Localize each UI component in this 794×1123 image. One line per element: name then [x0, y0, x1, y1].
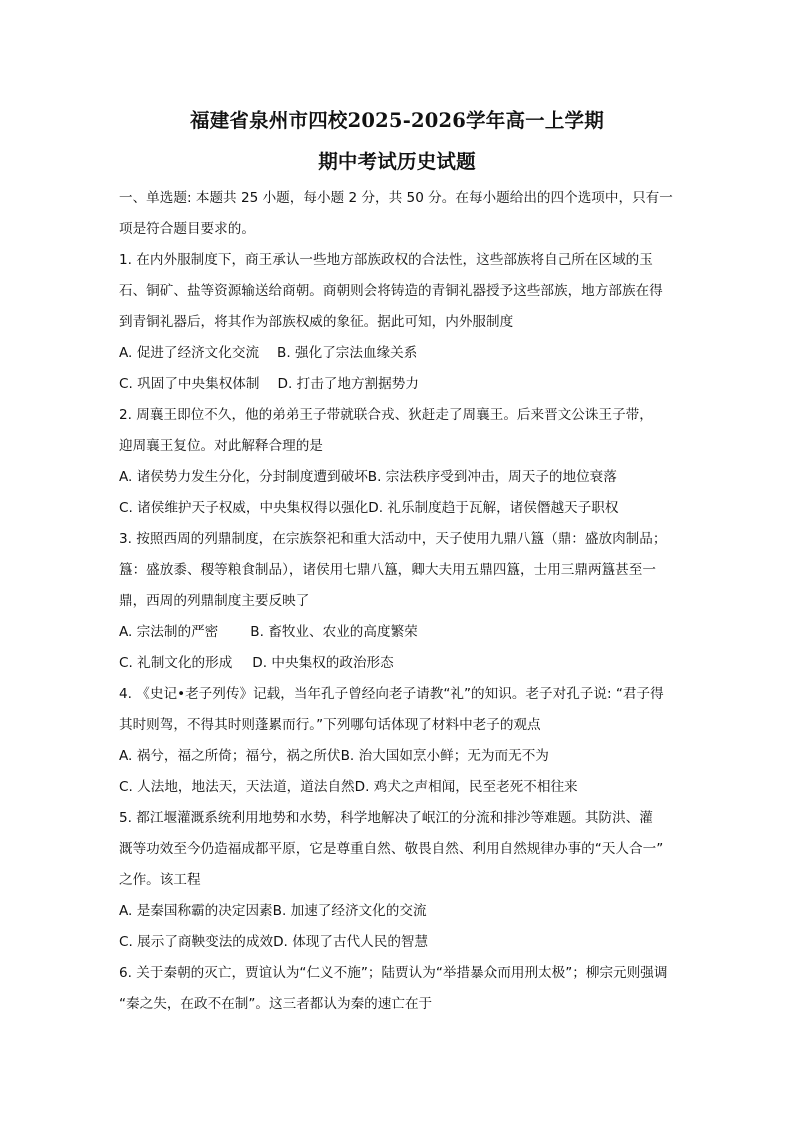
option-c: C. 巩固了中央集权体制: [119, 376, 260, 392]
options-row: [119, 648, 679, 679]
question-1: [119, 245, 679, 400]
option-b: B. 宗法秩序受到冲击，周天子的地位衰落: [367, 469, 617, 485]
question-stem-line: 1. 在内外服制度下，商王承认一些地方部族政权的合法性，这些部族将自己所在区域的玉: [119, 252, 653, 268]
question-3: [119, 524, 679, 679]
options-row: [119, 369, 679, 400]
option-a: A. 宗法制的严密: [119, 624, 219, 640]
options-row: [119, 338, 679, 369]
question-2: [119, 400, 679, 524]
options-row: [119, 493, 679, 524]
question-stem-line: 簋：盛放黍、稷等粮食制品），诸侯用七鼎八簋，卿大夫用五鼎四簋，士用三鼎两簋甚至一: [119, 562, 656, 578]
option-a: A. 祸兮，福之所倚；福兮，祸之所伏: [119, 748, 341, 764]
question-stem-line: “秦之失，在政不在制”。这三者都认为秦的速亡在于: [119, 996, 433, 1012]
option-b: B. 治大国如烹小鲜；无为而无不为: [340, 748, 549, 764]
option-c: C. 人法地，地法天，天法道，道法自然: [119, 779, 355, 795]
section-header-line: 项是符合题目要求的。: [119, 221, 255, 237]
option-d: D. 体现了古代人民的智慧: [273, 934, 429, 950]
question-6: [119, 958, 679, 1020]
option-d: D. 礼乐制度趋于瓦解，诸侯僭越天子职权: [368, 500, 619, 516]
exam-content: [119, 183, 679, 1020]
option-a: A. 诸侯势力发生分化，分封制度遭到破坏: [119, 469, 368, 485]
question-stem-line: 到青铜礼器后，将其作为部族权威的象征。据此可知，内外服制度: [119, 314, 514, 330]
question-stem-line: 迎周襄王复位。对此解释合理的是: [119, 438, 323, 454]
question-stem-line: 4. 《史记•老子列传》记载，当年孔子曾经向老子请教“礼”的知识。老子对孔子说: “君子得: [119, 686, 664, 702]
option-b: B. 畜牧业、农业的高度繁荣: [250, 624, 418, 640]
options-row: [119, 741, 679, 772]
exam-title-line-2: 期中考试历史试题: [318, 150, 476, 173]
question-stem-line: 鼎，西周的列鼎制度主要反映了: [119, 593, 310, 609]
option-b: B. 强化了宗法血缘关系: [277, 345, 418, 361]
question-stem-line: 2. 周襄王即位不久，他的弟弟王子带就联合戎、狄赶走了周襄王。后来晋文公诛王子带，: [119, 407, 653, 423]
section-header: [119, 183, 679, 245]
question-stem-line: 6. 关于秦朝的灭亡，贾谊认为“仁义不施”；陆贾认为“举措暴众而用刑太极”；柳宗元则强调: [119, 965, 668, 981]
question-stem-line: 之作。该工程: [119, 872, 201, 888]
question-stem-line: 5. 都江堰灌溉系统利用地势和水势，科学地解决了岷江的分流和排沙等难题。其防洪、灌: [119, 810, 653, 826]
option-a: A. 促进了经济文化交流: [119, 345, 260, 361]
question-stem-line: 3. 按照西周的列鼎制度，在宗族祭祀和重大活动中，天子使用九鼎八簋（鼎：盛放肉制品；: [119, 531, 667, 547]
question-stem-line: 石、铜矿、盐等资源输送给商朝。商朝则会将铸造的青铜礼器授予这些部族，地方部族在得: [119, 283, 663, 299]
question-4: [119, 679, 679, 803]
question-stem-line: 溉等功效至今仍造福成都平原，它是尊重自然、敬畏自然、利用自然规律办事的“天人合一”: [119, 841, 664, 857]
section-header-line: 一、单选题: 本题共 25 小题，每小题 2 分，共 50 分。在每小题给出的四个选项中，只有一: [119, 190, 673, 206]
options-row: [119, 772, 679, 803]
question-5: [119, 803, 679, 958]
option-c: C. 礼制文化的形成: [119, 655, 233, 671]
exam-title-line-1: 福建省泉州市四校2025-2026学年高一上学期: [190, 109, 604, 132]
option-d: D. 打击了地方割据势力: [277, 376, 419, 392]
option-c: C. 展示了商鞅变法的成效: [119, 934, 274, 950]
options-row: [119, 617, 679, 648]
option-b: B. 加速了经济文化的交流: [272, 903, 427, 919]
options-row: [119, 927, 679, 958]
option-d: D. 中央集权的政治形态: [252, 655, 394, 671]
options-row: [119, 896, 679, 927]
option-a: A. 是秦国称霸的决定因素: [119, 903, 273, 919]
option-d: D. 鸡犬之声相闻，民至老死不相往来: [354, 779, 578, 795]
question-stem-line: 其时则驾，不得其时则蓬累而行。”下列哪句话体现了材料中老子的观点: [119, 717, 541, 733]
options-row: [119, 462, 679, 493]
option-c: C. 诸侯维护天子权威，中央集权得以强化: [119, 500, 369, 516]
